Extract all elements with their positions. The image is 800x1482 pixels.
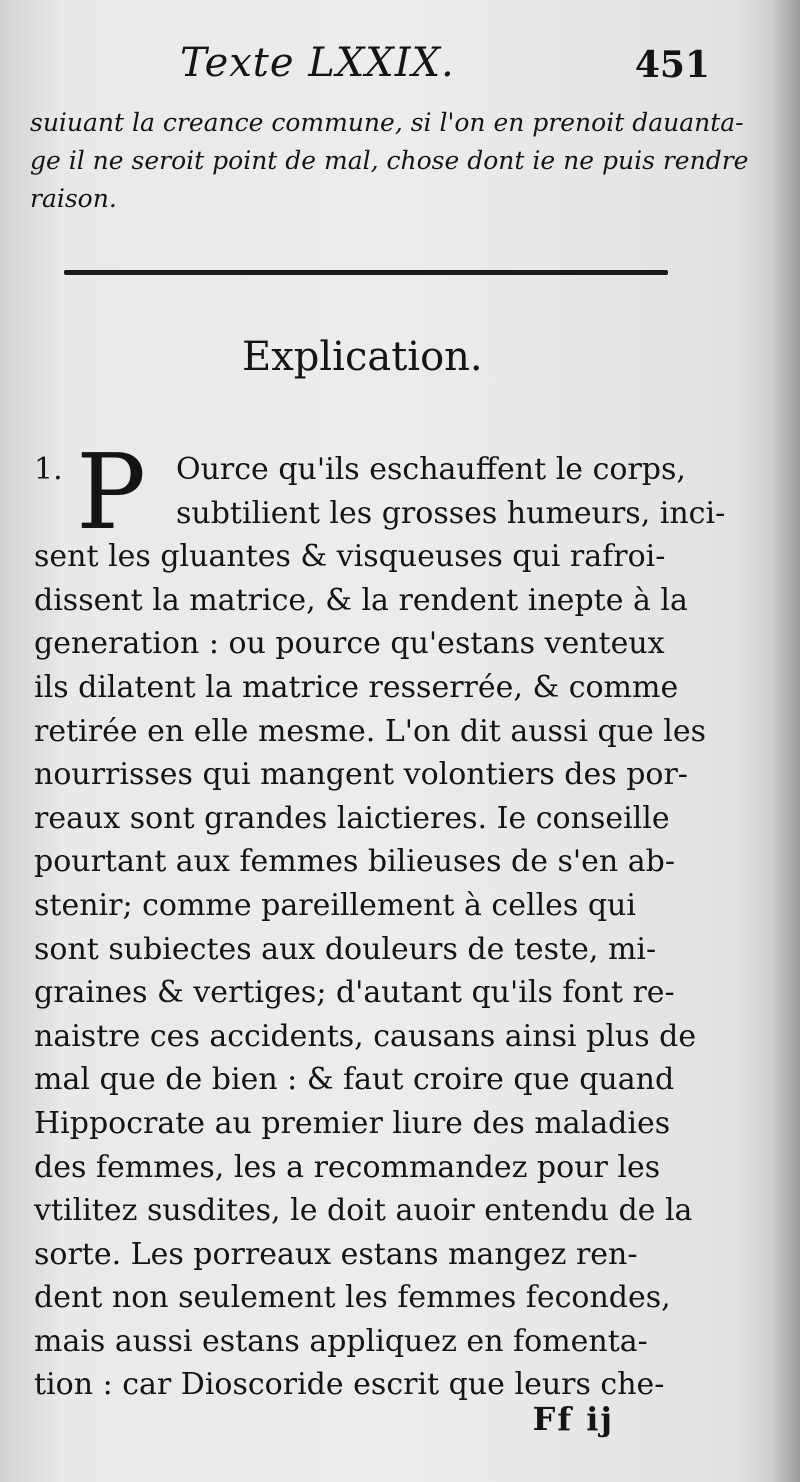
body-line: tion : car Dioscoride escrit que leurs che- xyxy=(34,1367,665,1403)
body-line: vtilitez susdites, le doit auoir entendu de la xyxy=(34,1193,693,1229)
body-line: des femmes, les a recommandez pour les xyxy=(34,1149,661,1185)
section-divider xyxy=(64,270,668,275)
paragraph-number: 1. xyxy=(34,452,63,487)
body-line xyxy=(34,448,714,492)
body-line: retirée en elle mesme. L'on dit aussi que les xyxy=(34,713,707,749)
note-line: raison. xyxy=(30,184,117,213)
italic-note xyxy=(30,104,749,218)
body-line: dissent la matrice, & la rendent inepte à la xyxy=(34,582,688,618)
note-line: ge il ne seroit point de mal, chose dont ie ne puis rendre xyxy=(30,146,749,175)
body-line xyxy=(34,492,726,536)
body-line: graines & vertiges; d'autant qu'ils font re- xyxy=(34,975,675,1011)
body-text xyxy=(34,448,726,1407)
drop-cap: P xyxy=(76,431,146,553)
body-line: stenir; comme pareillement à celles qui xyxy=(34,887,636,923)
body-line: Hippocrate au premier liure des maladies xyxy=(34,1105,671,1141)
section-title: Explication. xyxy=(242,334,483,380)
body-line-text: subtilient les grosses humeurs, inci- xyxy=(176,495,726,531)
body-line: dent non seulement les femmes fecondes, xyxy=(34,1280,671,1316)
running-head xyxy=(40,40,710,96)
body-line: sont subiectes aux douleurs de teste, mi- xyxy=(34,931,657,967)
body-line: naistre ces accidents, causans ainsi plus de xyxy=(34,1018,697,1054)
body-line: generation : ou pource qu'estans venteux xyxy=(34,626,665,662)
body-line-text: Ource qu'ils eschauffent le corps, xyxy=(176,452,686,487)
signature-mark: Ff ij xyxy=(532,1400,614,1438)
body-line: nourrisses qui mangent volontiers des por- xyxy=(34,757,688,793)
page-edge-shadow xyxy=(772,0,800,1482)
body-line: mal que de bien : & faut croire que quand xyxy=(34,1062,675,1098)
note-line: suiuant la creance commune, si l'on en prenoit dauanta- xyxy=(30,108,744,137)
body-line: sorte. Les porreaux estans mangez ren- xyxy=(34,1236,638,1272)
body-line: ils dilatent la matrice resserrée, & comme xyxy=(34,669,679,705)
body-line: sent les gluantes & visqueuses qui rafroi- xyxy=(34,539,666,575)
running-title: Texte LXXIX. xyxy=(180,40,455,86)
body-line: mais aussi estans appliquez en fomenta- xyxy=(34,1323,648,1359)
body-line: reaux sont grandes laictieres. Ie conseille xyxy=(34,800,670,836)
body-line: pourtant aux femmes bilieuses de s'en ab- xyxy=(34,844,676,880)
page-number: 451 xyxy=(634,44,710,86)
